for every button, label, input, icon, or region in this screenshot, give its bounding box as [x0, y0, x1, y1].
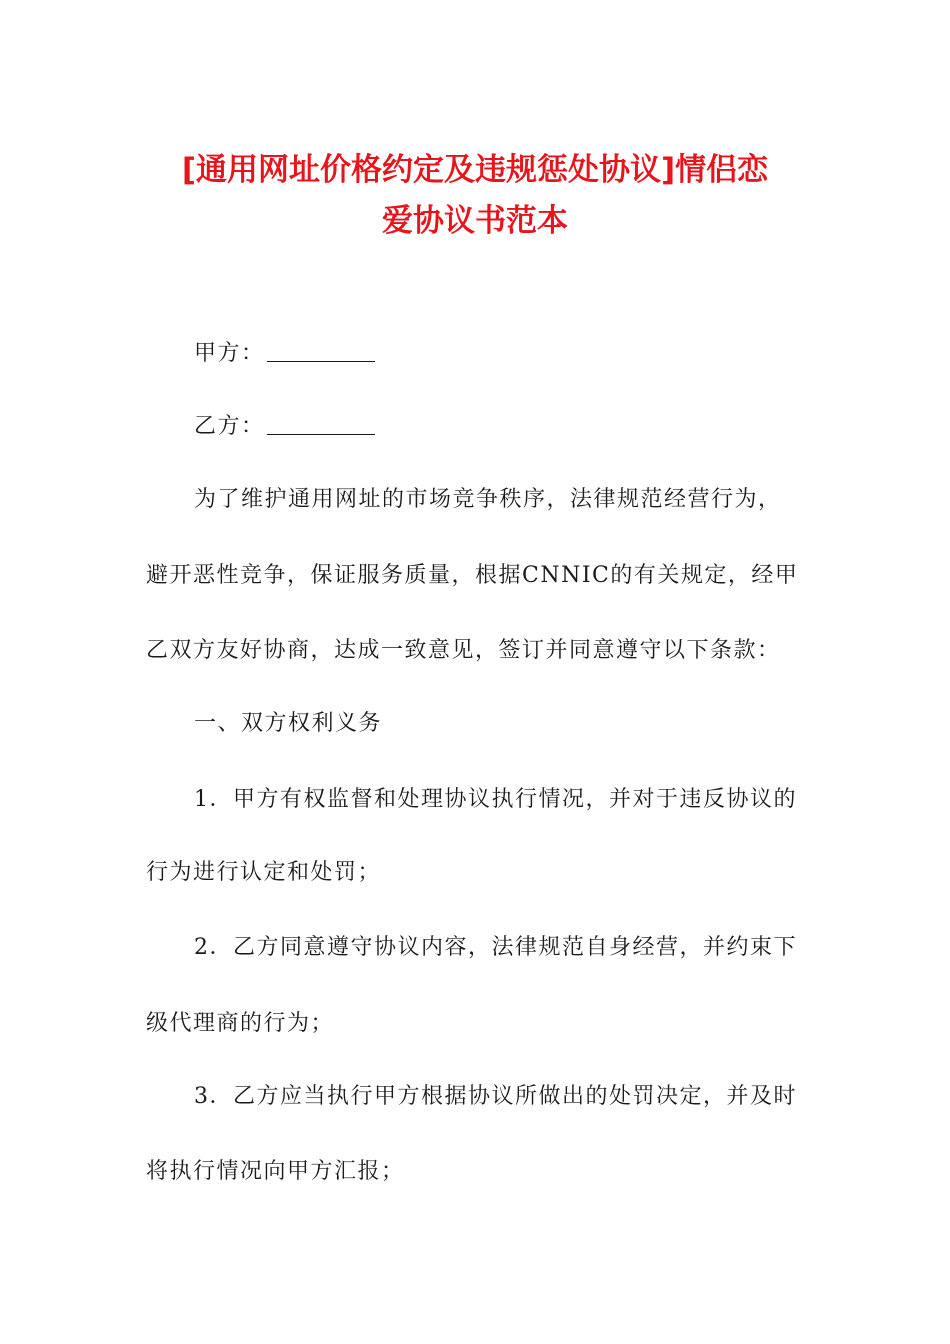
clause-line: 将执行情况向甲方汇报； — [146, 1159, 405, 1184]
party-a-line — [194, 337, 375, 370]
clause-line: 1．甲方有权监督和处理协议执行情况，并对于违反协议的 — [194, 787, 797, 812]
party-b-label: 乙方： — [194, 414, 265, 439]
party-a-label: 甲方： — [194, 341, 265, 366]
clause-line: 行为进行认定和处罚； — [146, 860, 382, 885]
document-title-line-2: 爱协议书范本 — [382, 203, 568, 239]
clause-line: 级代理商的行为； — [146, 1011, 335, 1036]
clause-line: 3．乙方应当执行甲方根据协议所做出的处罚决定，并及时 — [194, 1084, 797, 1109]
section-heading: 一、双方权利义务 — [194, 711, 383, 736]
clause-line: 2．乙方同意遵守协议内容，法律规范自身经营，并约束下 — [194, 935, 797, 960]
party-b-blank-field[interactable] — [267, 410, 375, 435]
paragraph-line: 为了维护通用网址的市场竞争秩序，法律规范经营行为， — [194, 487, 782, 512]
party-a-blank-field[interactable] — [267, 337, 375, 362]
paragraph-line: 避开恶性竞争，保证服务质量，根据CNNIC的有关规定，经甲 — [146, 563, 799, 588]
document-title-line-1: [通用网址价格约定及违规惩处协议]情侣恋 — [181, 152, 769, 188]
party-b-line — [194, 410, 375, 443]
paragraph-line: 乙双方友好协商，达成一致意见，签订并同意遵守以下条款： — [146, 638, 781, 663]
